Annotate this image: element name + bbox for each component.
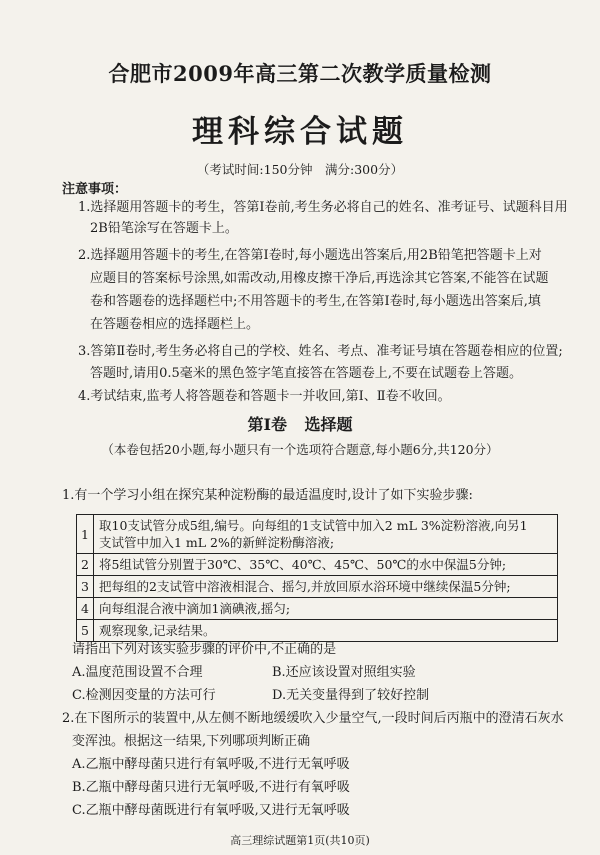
option-b: B.还应该设置对照组实验 bbox=[272, 665, 416, 680]
step-number: 5 bbox=[77, 620, 94, 642]
exam-title: 合肥市2009年高三第二次教学质量检测 bbox=[108, 61, 492, 86]
notice-line: 2.选择题用答题卡的考生,在答第Ⅰ卷时,每小题选出答案后,用2B铅笔把答题卡上对 bbox=[78, 248, 542, 263]
notice-line: 2B铅笔涂写在答题卡上。 bbox=[90, 221, 238, 236]
notice-heading: 注意事项： bbox=[62, 182, 128, 197]
exam-meta: （考试时间:150分钟 满分:300分） bbox=[196, 162, 404, 177]
step-number: 3 bbox=[77, 576, 94, 598]
step-number: 2 bbox=[77, 554, 94, 576]
notice-line: 3.答第Ⅱ卷时,考生务必将自己的学校、姓名、考点、准考证号填在答题卷相应的位置; bbox=[78, 344, 563, 359]
option-d: D.无关变量得到了较好控制 bbox=[272, 688, 430, 703]
step-number: 4 bbox=[77, 598, 94, 620]
notice-line: 1.选择题用答题卡的考生，答第Ⅰ卷前,考生务必将自己的姓名、准考证号、试题科目用 bbox=[78, 200, 568, 215]
question-1-stem: 1.有一个学习小组在探究某种淀粉酶的最适温度时,设计了如下实验步骤: bbox=[62, 488, 473, 503]
step-text: 观察现象,记录结果。 bbox=[94, 620, 558, 642]
notice-line: 4.考试结束,监考人将答题卷和答题卡一并收回,第Ⅰ、Ⅱ卷不收回。 bbox=[78, 389, 451, 404]
step-text bbox=[94, 515, 558, 554]
table-row bbox=[77, 515, 558, 554]
table-row bbox=[77, 598, 558, 620]
experiment-steps-table bbox=[76, 514, 558, 642]
section-instructions: （本卷包括20小题,每小题只有一个选项符合题意,每小题6分,共120分） bbox=[101, 442, 499, 457]
step-text: 向每组混合液中滴加1滴碘液,摇匀; bbox=[94, 598, 558, 620]
step-text: 把每组的2支试管中溶液相混合、摇匀,并放回原水浴环境中继续保温5分钟; bbox=[94, 576, 558, 598]
question-2-stem-cont: 变浑浊。根据这一结果,下列哪项判断正确 bbox=[72, 734, 311, 749]
table-row bbox=[77, 620, 558, 642]
notice-line: 应题目的答案标号涂黑,如需改动,用橡皮擦干净后,再选涂其它答案,不能答在试题 bbox=[90, 271, 549, 286]
notice-line: 卷和答题卷的选择题栏中;不用答题卡的考生,在答第Ⅰ卷时,每小题选出答案后,填 bbox=[90, 294, 541, 309]
question-1-prompt: 请指出下列对该实验步骤的评价中,不正确的是 bbox=[72, 642, 337, 657]
step-text-line: 取10支试管分成5组,编号。向每组的1支试管中加入2 mL 3%淀粉溶液,向另1 bbox=[99, 518, 528, 533]
step-text: 将5组试管分别置于30℃、35℃、40℃、45℃、50℃的水中保温5分钟; bbox=[94, 554, 558, 576]
notice-line: 在答题卷相应的选择题栏上。 bbox=[90, 317, 260, 332]
table-row bbox=[77, 554, 558, 576]
page-footer: 高三理综试题第1页(共10页) bbox=[230, 834, 370, 847]
step-number: 1 bbox=[77, 515, 94, 554]
option-c: C.乙瓶中酵母菌既进行有氧呼吸,又进行无氧呼吸 bbox=[72, 803, 350, 818]
section-name: 选择题 bbox=[304, 415, 353, 434]
option-c: C.检测因变量的方法可行 bbox=[72, 688, 216, 703]
subject-title: 理科综合试题 bbox=[192, 114, 408, 150]
option-a: A.乙瓶中酵母菌只进行有氧呼吸,不进行无氧呼吸 bbox=[72, 757, 350, 772]
section-title bbox=[0, 412, 600, 435]
section-part: 第Ⅰ卷 bbox=[247, 415, 287, 434]
table-row bbox=[77, 576, 558, 598]
question-2-stem: 2.在下图所示的装置中,从左侧不断地缓缓吹入少量空气,一段时间后丙瓶中的澄清石灰水 bbox=[62, 711, 564, 726]
option-b: B.乙瓶中酵母菌只进行无氧呼吸,不进行有氧呼吸 bbox=[72, 780, 350, 795]
notice-line: 答题时,请用0.5毫米的黑色签字笔直接答在答题卷上,不要在试题卷上答题。 bbox=[90, 366, 522, 381]
option-a: A.温度范围设置不合理 bbox=[72, 665, 203, 680]
step-text-line: 支试管中加入1 mL 2%的新鲜淀粉酶溶液; bbox=[99, 535, 335, 550]
